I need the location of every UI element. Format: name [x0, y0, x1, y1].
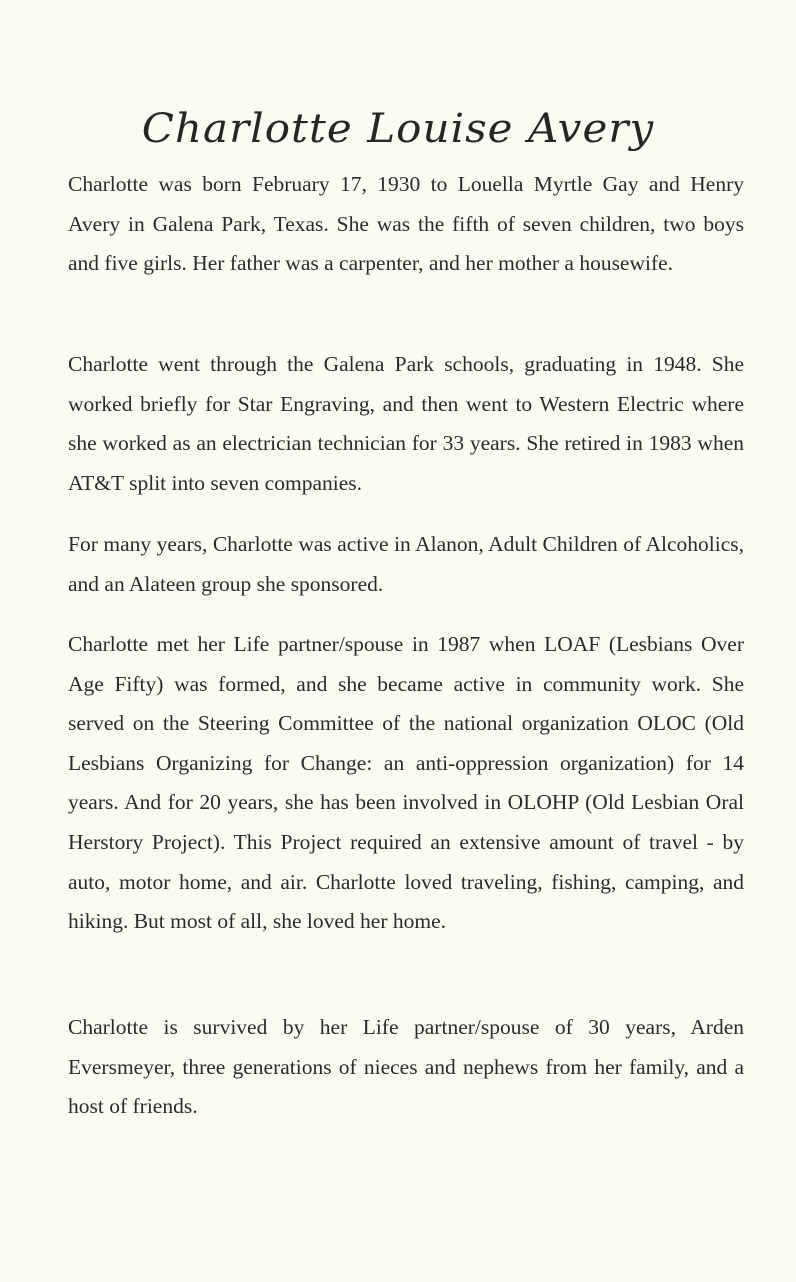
paragraph-birth: Charlotte was born February 17, 1930 to Louella Myrtle Gay and Henry Avery in Galena Park, Texas. She was the fifth of seven children, two boys and five girls. Her father was a carpenter, and her mother a housewife.	[68, 172, 744, 276]
paragraph-survivors: Charlotte is survived by her Life partner/spouse of 30 years, Arden Eversmeyer, three generations of nieces and nephews from her family, and a host of friends.	[68, 1015, 744, 1119]
paragraph-partner-activism: Charlotte met her Life partner/spouse in 1987 when LOAF (Lesbians Over Age Fifty) was formed, and she became active in community work. She served on the Steering Committee of the national organization OLOC (Old Lesbians Organizing for Change: an anti-oppression organization) for 14 years. And for 20 years, she has been involved in OLOHP (Old Lesbian Oral Herstory Project). This Project required an extensive amount of travel - by auto, motor home, and air. Charlotte loved traveling, fishing, camping, and hiking. But most of all, she loved her home.	[68, 632, 744, 934]
page-title: Charlotte Louise Avery	[141, 105, 655, 152]
paragraph-community-groups: For many years, Charlotte was active in Alanon, Adult Children of Alcoholics, and an Alateen group she sponsored.	[68, 532, 744, 596]
paragraph-education-career: Charlotte went through the Galena Park schools, graduating in 1948. She worked briefly for Star Engraving, and then went to Western Electric where she worked as an electrician technician for 33 years. She retired in 1983 when AT&T split into seven companies.	[68, 352, 744, 495]
